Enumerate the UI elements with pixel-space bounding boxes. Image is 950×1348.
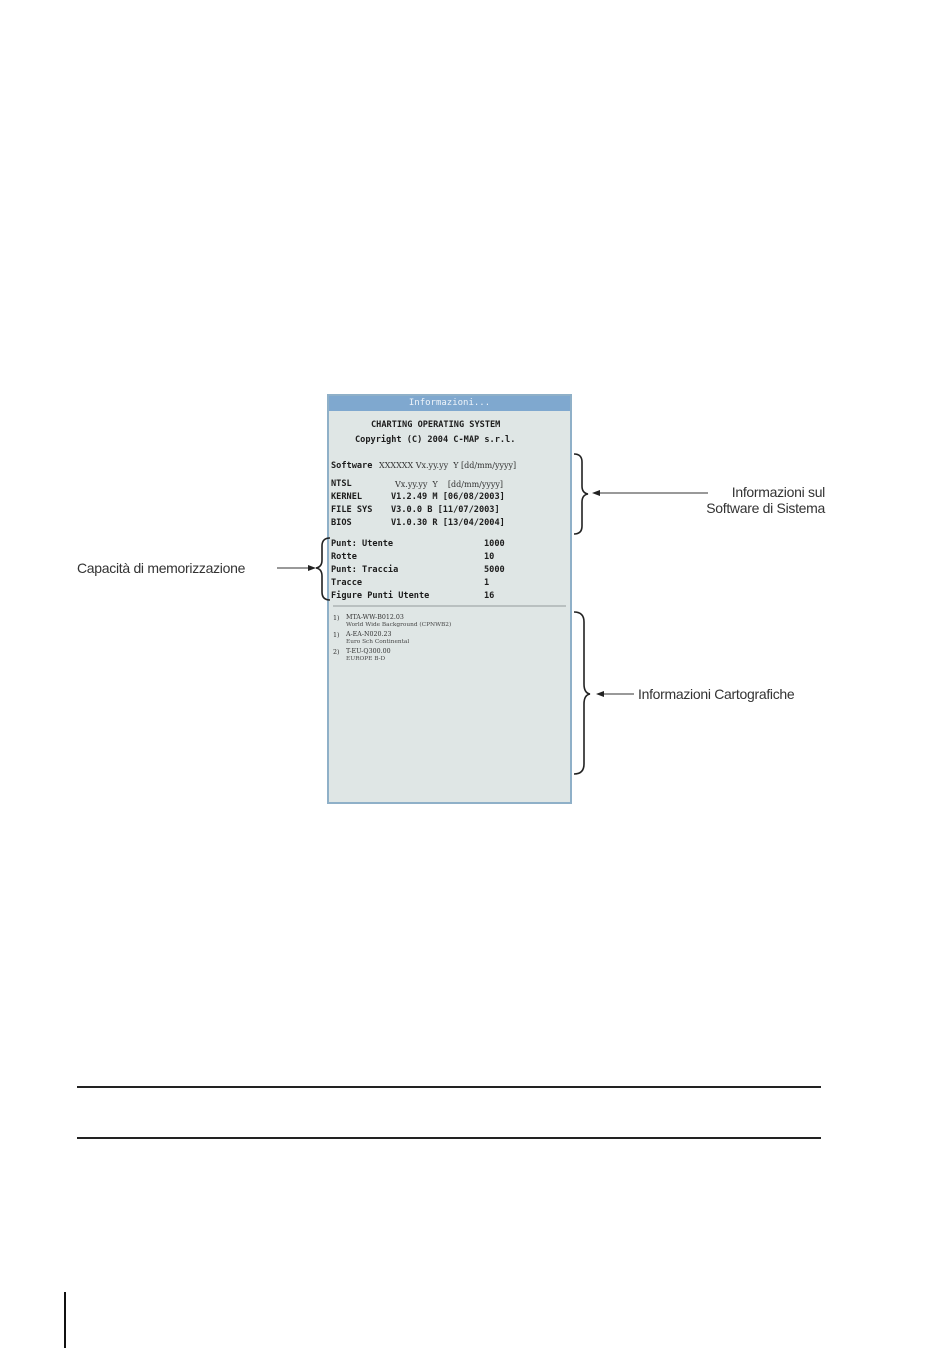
upper-horizontal-rule	[77, 1086, 821, 1088]
memory-label-2: Punt: Traccia	[331, 565, 399, 575]
memory-label-0: Punt: Utente	[331, 539, 394, 549]
bios-value: V1.0.30 R [13/04/2004]	[391, 518, 505, 528]
memory-arrowhead	[308, 565, 316, 571]
lower-horizontal-rule	[77, 1137, 821, 1139]
memory-value-3: 1	[484, 578, 490, 588]
chart-code-1: A-EA-N020.23	[346, 631, 392, 638]
memory-value-2: 5000	[484, 565, 505, 575]
bios-label: BIOS	[331, 518, 352, 528]
page-margin-bar	[64, 1292, 66, 1348]
chart-arrowhead	[596, 691, 604, 697]
chart-index-1: 1)	[333, 632, 340, 639]
system-name: CHARTING OPERATING SYSTEM	[371, 420, 501, 430]
memory-label-3: Tracce	[331, 578, 363, 588]
memory-value-1: 10	[484, 552, 495, 562]
software-info-line1: Informazioni sul	[731, 484, 825, 500]
software-brace	[574, 454, 588, 534]
memory-label-1: Rotte	[331, 552, 357, 562]
chart-info-callout: Informazioni Cartografiche	[638, 686, 795, 702]
software-info-callout	[660, 484, 825, 516]
ntsl-label: NTSL	[331, 479, 352, 489]
software-arrowhead	[592, 490, 600, 496]
chart-brace	[574, 612, 590, 774]
memory-capacity-callout: Capacità di memorizzazione	[77, 560, 246, 576]
chart-desc-0: World Wide Background (CPNWB2)	[346, 622, 452, 628]
memory-label-4: Figure Punti Utente	[331, 591, 430, 601]
chart-code-0: MTA-WW-B012.03	[346, 614, 404, 621]
chart-code-2: T-EU-Q300.00	[346, 648, 391, 655]
screen-title-bar: Informazioni...	[329, 396, 570, 411]
memory-brace	[316, 538, 330, 600]
software-value: XXXXXX Vx.yy.yy Y [dd/mm/yyyy]	[379, 461, 517, 470]
chart-index-0: 1)	[333, 615, 340, 622]
file-sys-value: V3.0.0 B [11/07/2003]	[391, 505, 500, 515]
software-info-line2: Software di Sistema	[706, 500, 825, 516]
kernel-value: V1.2.49 M [06/08/2003]	[391, 492, 505, 502]
ntsl-value: Vx.yy.yy Y [dd/mm/yyyy]	[395, 480, 504, 489]
chart-desc-1: Euro Sch Continental	[346, 639, 410, 645]
file-sys-label: FILE SYS	[331, 505, 373, 515]
software-label: Software	[331, 461, 373, 471]
chart-desc-2: EUROPE B-D	[346, 656, 386, 662]
chart-index-2: 2)	[333, 649, 340, 656]
memory-value-0: 1000	[484, 539, 505, 549]
memory-value-4: 16	[484, 591, 495, 601]
copyright-line: Copyright (C) 2004 C-MAP s.r.l.	[355, 435, 516, 445]
kernel-label: KERNEL	[331, 492, 363, 502]
